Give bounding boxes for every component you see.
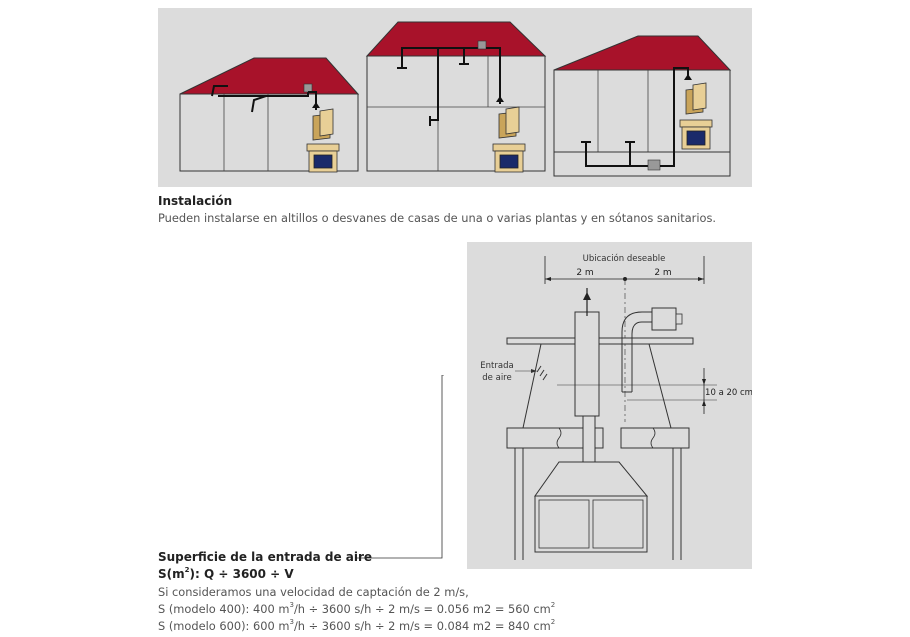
- calc-intro: Si consideramos una velocidad de captación de 2 m/s,: [158, 585, 469, 599]
- calc-model-400: [158, 602, 555, 616]
- calc-600-part2: /h ÷ 3600 s/h ÷ 2 m/s = 0.084 m2 = 840 cm: [293, 619, 551, 633]
- desirable-location-label: Ubicación deseable: [582, 254, 666, 264]
- formula-suffix: ): Q ÷ 3600 ÷ V: [189, 567, 294, 581]
- distance-left-label: 2 m: [576, 268, 594, 278]
- calc-400-part1: S (modelo 400): 400 m: [158, 602, 290, 616]
- air-inlet-label-line1: Entrada: [480, 361, 514, 371]
- formula-prefix: S(m: [158, 567, 185, 581]
- formula-sup: 2: [184, 566, 190, 574]
- calc-600-sup1: 3: [289, 618, 294, 626]
- house-one-storey: [180, 58, 358, 172]
- installation-description: Pueden instalarse en altillos o desvanes de casas de una o varias plantas y en sótanos sanitarios.: [158, 211, 717, 225]
- clearance-label: 10 a 20 cm: [705, 388, 752, 398]
- calc-400-sup2: 2: [550, 601, 556, 609]
- house-two-storey: [367, 22, 545, 172]
- calc-600-sup2: 2: [550, 618, 556, 626]
- air-inlet-label-line2: de aire: [482, 373, 512, 383]
- air-inlet-grille: [537, 366, 547, 380]
- calc-400-sup1: 3: [289, 601, 294, 609]
- air-inlet-leader-line: [356, 375, 444, 559]
- house-with-basement: [554, 36, 730, 176]
- air-inlet-formula: [158, 567, 294, 581]
- fireplace-technical-diagram: [467, 242, 752, 569]
- installation-title: Instalación: [158, 194, 233, 208]
- calc-400-part2: /h ÷ 3600 s/h ÷ 2 m/s = 0.056 m2 = 560 cm: [293, 602, 551, 616]
- calc-600-part1: S (modelo 600): 600 m: [158, 619, 290, 633]
- calc-model-600: [158, 619, 555, 633]
- installation-illustration-panel: [158, 8, 752, 187]
- air-inlet-title: Superficie de la entrada de aire: [158, 550, 373, 564]
- technical-diagram-panel: [467, 242, 752, 569]
- distance-right-label: 2 m: [654, 268, 672, 278]
- houses-illustration: [158, 8, 752, 187]
